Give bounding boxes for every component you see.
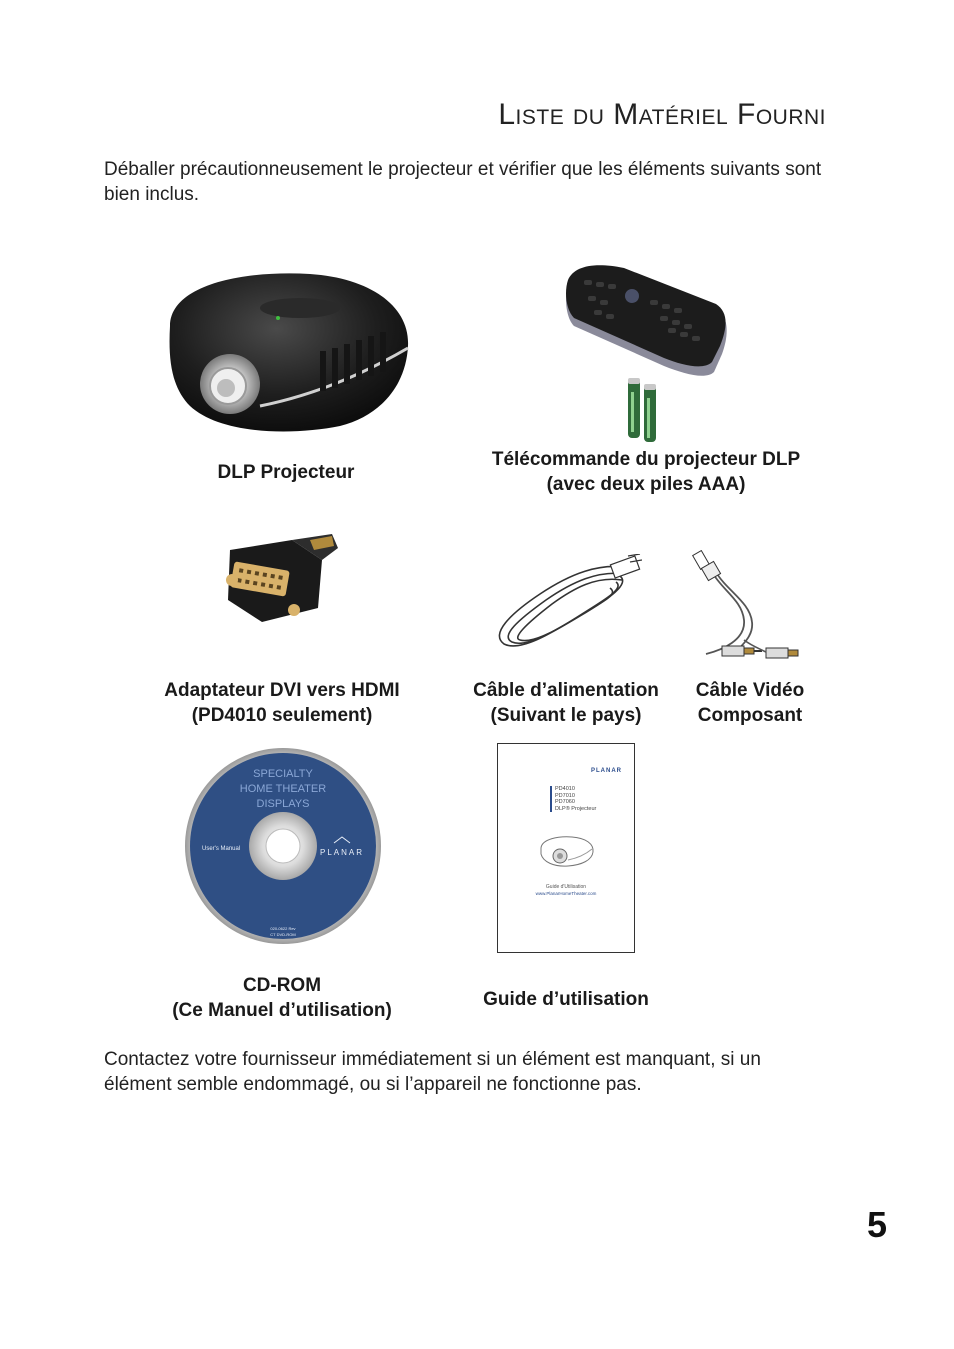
booklet-model: PD4010 xyxy=(555,786,575,792)
video-cable-image xyxy=(692,550,804,670)
page-title: Liste du Matériel Fourni xyxy=(498,98,826,131)
cd-text-3: DISPLAYS xyxy=(256,798,310,810)
caption-power-cable: Câble d’alimentation (Suivant le pays) xyxy=(473,680,659,726)
booklet-logo: PLANAR xyxy=(591,768,622,774)
caption-projector: DLP Projecteur xyxy=(217,462,355,483)
booklet-model: PD7010 xyxy=(555,792,575,799)
cd-part-2: CT DVD-ROM xyxy=(270,932,296,937)
booklet-model: DLP® Projecteur xyxy=(555,805,597,812)
adapter-image xyxy=(222,530,340,626)
booklet-model: PD7060 xyxy=(555,799,575,805)
page-number: 5 xyxy=(866,1204,887,1245)
booklet-guide-title: Guide d'Utilisation xyxy=(545,884,587,890)
caption-video-cable: Câble Vidéo Composant xyxy=(695,680,805,726)
projector-image xyxy=(160,266,412,438)
outro-paragraph: Contactez votre fournisseur immédiatement si un élément est manquant, si un élément semble endommagé, ou si l’appareil ne fonctionne pas. xyxy=(104,1049,761,1095)
cd-part-1: 020-0622 Rev xyxy=(270,926,296,931)
caption-remote: Télécommande du projecteur DLP (avec deux piles AAA) xyxy=(491,449,801,495)
cdrom-image xyxy=(184,747,382,945)
cd-text-1: SPECIALTY xyxy=(253,768,313,780)
booklet-projector-icon xyxy=(538,834,596,868)
caption-cdrom: CD-ROM (Ce Manuel d’utilisation) xyxy=(172,975,392,1021)
intro-paragraph: Déballer précautionneusement le projecteur et vérifier que les éléments suivants sont bien inclus. xyxy=(104,159,822,205)
cd-text-2: HOME THEATER xyxy=(239,783,327,795)
cd-label: User's Manual xyxy=(202,846,241,852)
guide-booklet-image xyxy=(497,743,635,953)
cd-brand: PLANAR xyxy=(319,848,365,857)
caption-adapter: Adaptateur DVI vers HDMI (PD4010 seulement) xyxy=(164,680,400,726)
caption-guide: Guide d’utilisation xyxy=(483,989,649,1010)
remote-image xyxy=(564,262,730,444)
booklet-url: www.PlanarHomeTheater.com xyxy=(535,891,597,896)
booklet-models xyxy=(550,786,596,812)
power-cable-image xyxy=(490,554,642,654)
